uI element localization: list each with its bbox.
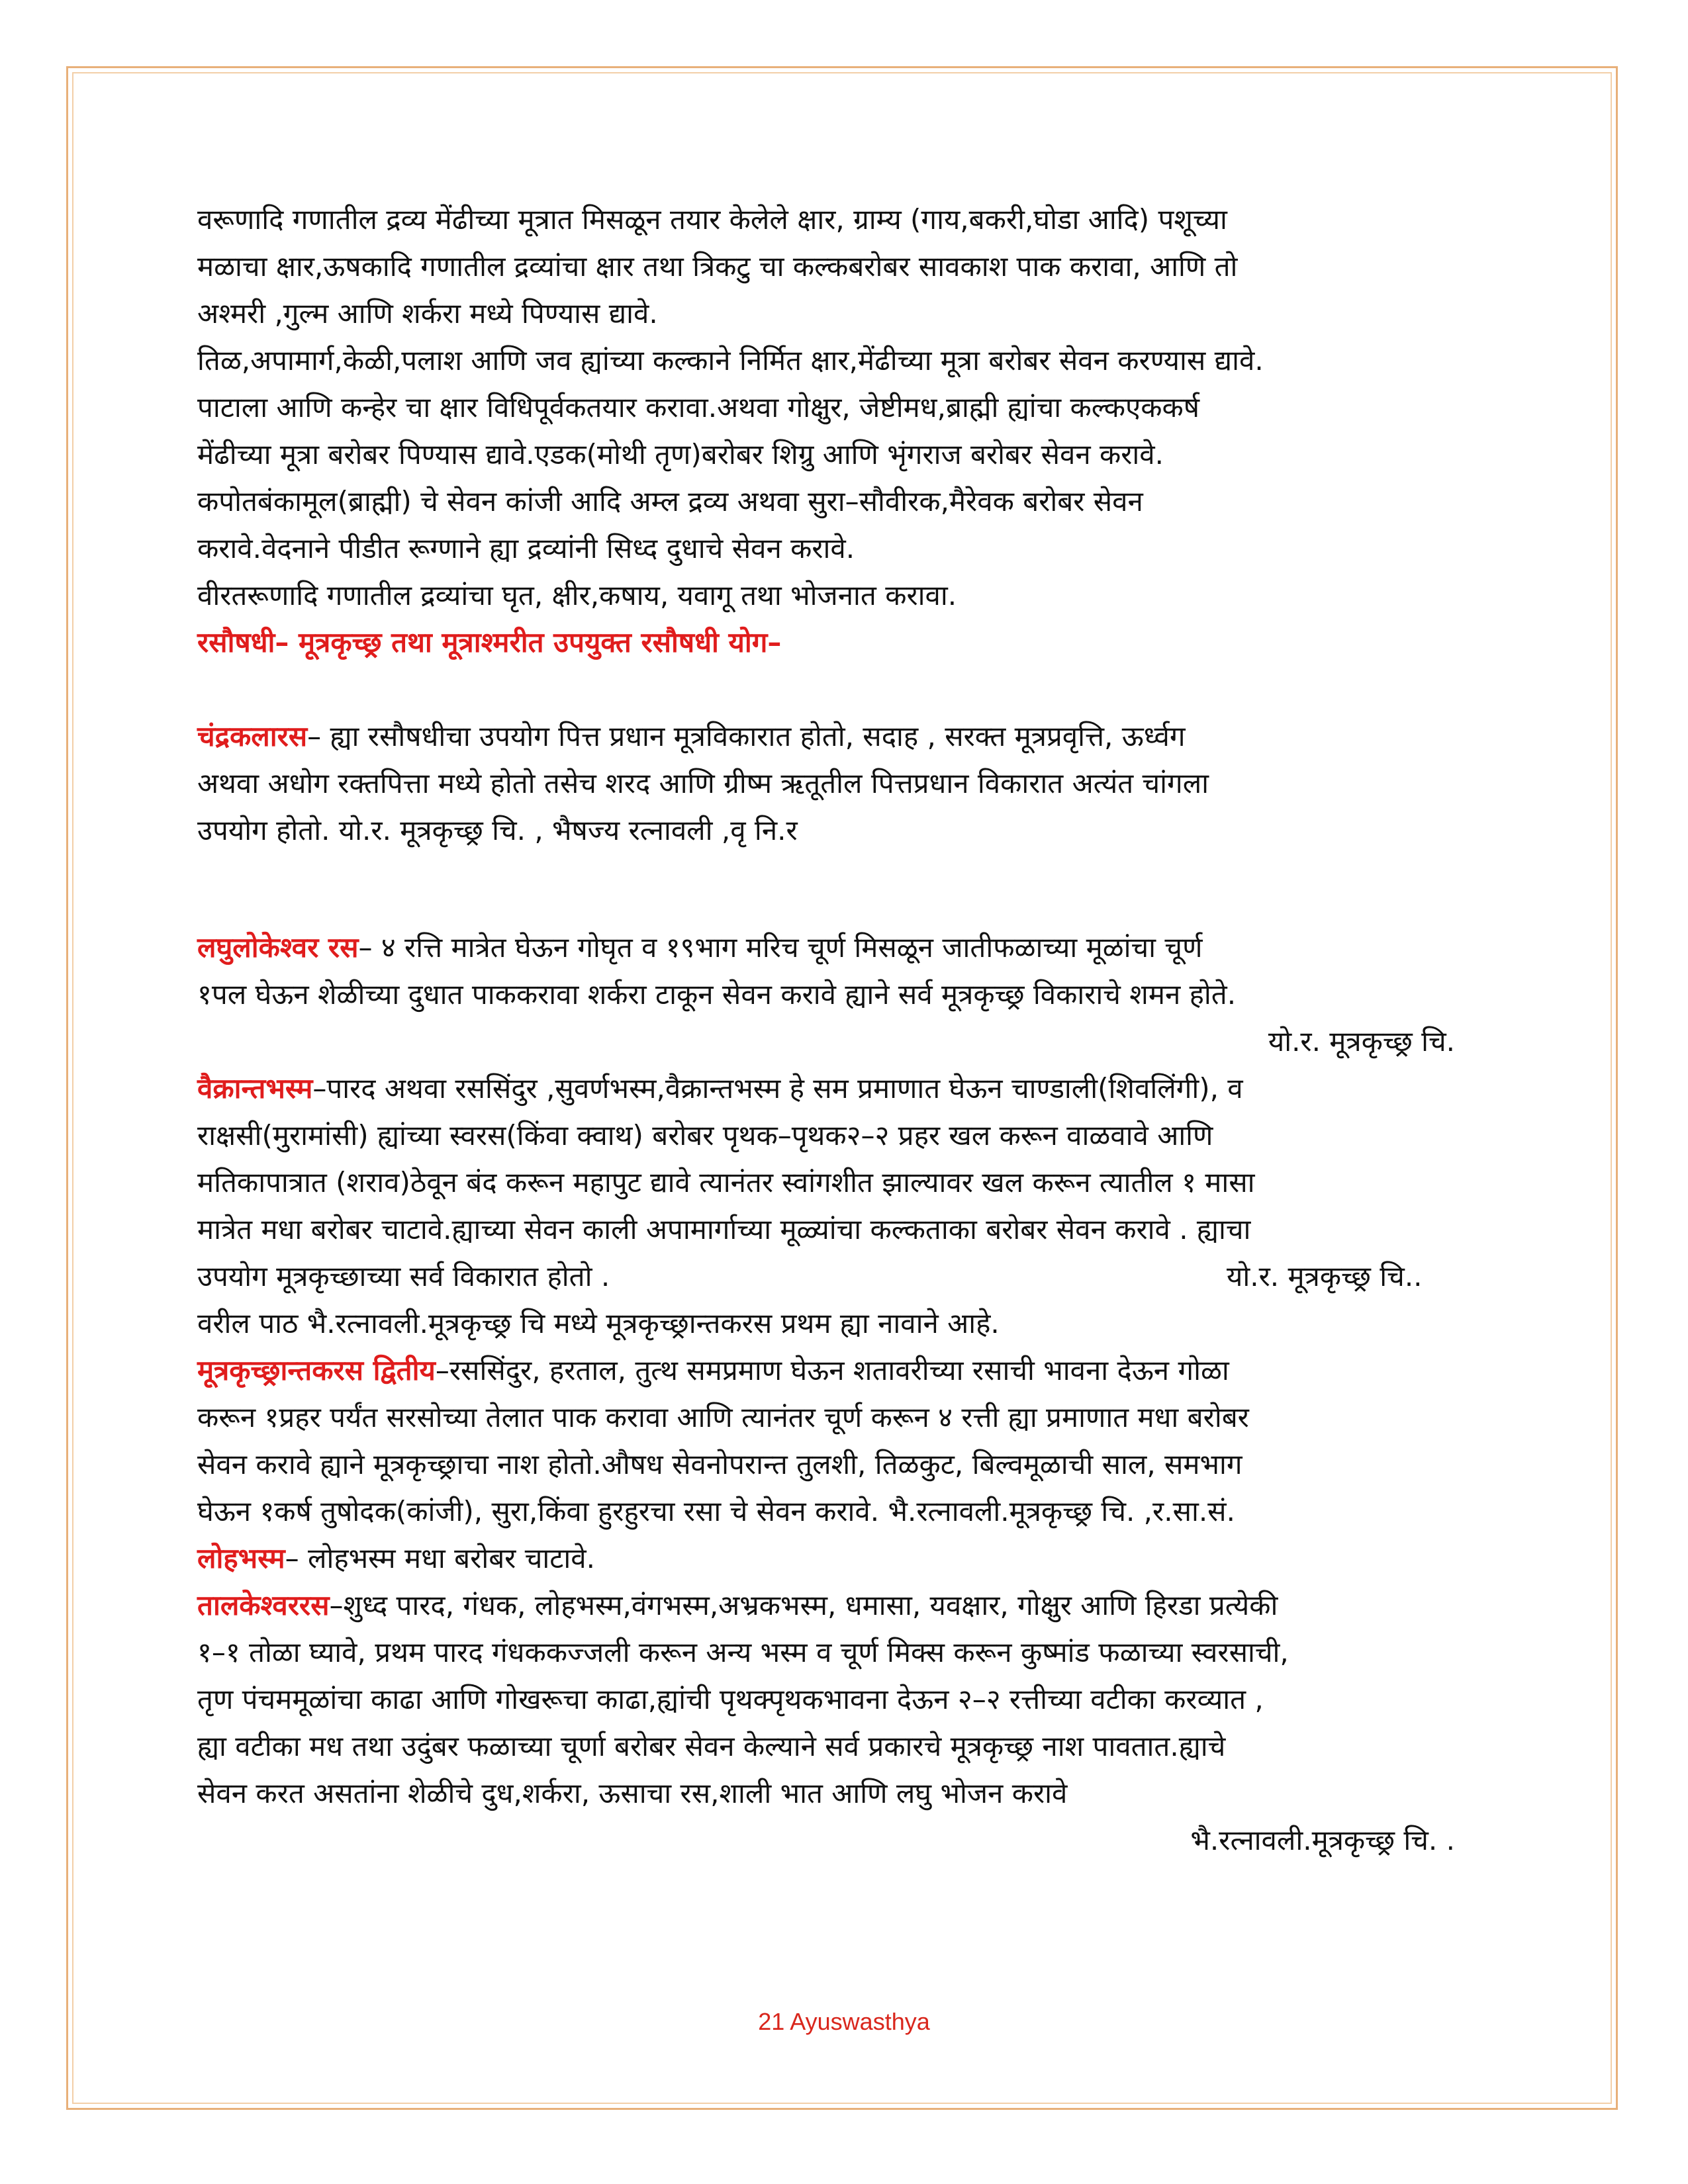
paragraph-line: अश्मरी ,गुल्म आणि शर्करा मध्ये पिण्यास द्यावे. bbox=[197, 297, 658, 330]
entry-text: – ४ रत्ति मात्रेत घेऊन गोघृत व १९भाग मरिच चूर्ण मिसळून जातीफळाच्या मूळांचा चूर्ण bbox=[358, 931, 1203, 964]
paragraph-line: अथवा अधोग रक्तपित्ता मध्ये होतो तसेच शरद आणि ग्रीष्म ऋतूतील पित्तप्रधान विकारात अत्यंत चांगला bbox=[197, 767, 1209, 799]
entry-text: –रससिंदुर, हरताल, तुत्थ समप्रमाण घेऊन शतावरीच्या रसाची भावना देऊन गोळा bbox=[435, 1354, 1229, 1387]
entry-title: मूत्रकृच्छ्रान्तकरस द्वितीय bbox=[197, 1354, 436, 1387]
paragraph-line: राक्षसी(मुरामांसी) ह्यांच्या स्वरस(किंवा क्वाथ) बरोबर पृथक–पृथक२–२ प्रहर खल करून वाळवावे आणि bbox=[197, 1119, 1213, 1152]
paragraph-line: घेऊन १कर्ष तुषोदक(कांजी), सुरा,किंवा हुरहुरचा रसा चे सेवन करावे. भै.रत्नावली.मूत्रकृच्छ्र चि. ,र.सा.सं. bbox=[197, 1495, 1235, 1527]
paragraph-line: मेंढीच्या मूत्रा बरोबर पिण्यास द्यावे.एडक(मोथी तृण)बरोबर शिग्रु आणि भृंगराज बरोबर सेवन करावे. bbox=[197, 438, 1164, 471]
paragraph-line: तिळ,अपामार्ग,केळी,पलाश आणि जव ह्यांच्या कल्काने निर्मित क्षार,मेंढीच्या मूत्रा बरोबर सेवन करण्यास द्यावे. bbox=[197, 344, 1264, 377]
paragraph-line: १–१ तोळा घ्यावे, प्रथम पारद गंधककज्जली करून अन्य भस्म व चूर्ण मिक्स करून कुष्मांड फळाच्या स्वरसाची, bbox=[197, 1636, 1289, 1668]
paragraph-line: मात्रेत मधा बरोबर चाटावे.ह्याच्या सेवन काली अपामार्गाच्या मूळ्यांचा कल्कताका बरोबर सेवन करावे . ह्याचा bbox=[197, 1213, 1251, 1246]
paragraph-line: पाटाला आणि कन्हेर चा क्षार विधिपूर्वकतयार करावा.अथवा गोक्षुर, जेष्टीमध,ब्राह्मी ह्यांचा कल्कएककर्ष bbox=[197, 391, 1199, 424]
entry-laghulokeshwar bbox=[197, 924, 1495, 971]
entry-title: चंद्रकलारस bbox=[197, 720, 308, 752]
entry-text: – ह्या रसौषधीचा उपयोग पित्त प्रधान मूत्रविकारात होतो, सदाह , सरक्त मूत्रप्रवृत्ति, ऊर्ध्वग bbox=[307, 720, 1186, 752]
paragraph-line: वरूणादि गणातील द्रव्य मेंढीच्या मूत्रात मिसळून तयार केलेले क्षार, ग्राम्य (गाय,बकरी,घोडा आदि) पशूच्या bbox=[197, 203, 1227, 236]
paragraph-line: मतिकापात्रात (शराव)ठेवून बंद करून महापुट द्यावे त्यानंतर स्वांगशीत झाल्यावर खल करून त्यातील १ मासा bbox=[197, 1166, 1255, 1199]
paragraph-line: वरील पाठ भै.रत्नावली.मूत्रकृच्छ्र चि मध्ये मूत्रकृच्छ्रान्तकरस प्रथम ह्या नावाने आहे. bbox=[197, 1307, 1000, 1340]
spacer bbox=[197, 666, 1495, 713]
entry-title: तालकेश्वररस bbox=[197, 1589, 330, 1621]
paragraph-line: ह्या वटीका मध तथा उदुंबर फळाच्या चूर्णा बरोबर सेवन केल्याने सर्व प्रकारचे मूत्रकृच्छ्र नाश पावतात.ह्याचे bbox=[197, 1730, 1226, 1762]
paragraph-line-with-ref bbox=[197, 1253, 1495, 1300]
entry-title: लघुलोकेश्वर रस bbox=[197, 931, 359, 964]
paragraph-line: सेवन करावे ह्याने मूत्रकृच्छ्राचा नाश होतो.औषध सेवनोपरान्त तुलशी, तिळकुट, बिल्वमूळाची साल, समभाग bbox=[197, 1448, 1243, 1480]
entry-text: – लोहभस्म मधा बरोबर चाटावे. bbox=[285, 1542, 595, 1574]
entry-title: वैक्रान्तभस्म bbox=[197, 1072, 313, 1105]
page-footer: 21 Ayuswasthya bbox=[758, 2008, 930, 2035]
entry-text: –पारद अथवा रससिंदुर ,सुवर्णभस्म,वैक्रान्तभस्म हे सम प्रमाणात घेऊन चाण्डाली(शिवलिंगी), व bbox=[312, 1072, 1243, 1105]
paragraph-line: तृण पंचममूळांचा काढा आणि गोखरूचा काढा,ह्यांची पृथक्पृथकभावना देऊन २–२ रत्तीच्या वटीका करव्यात , bbox=[197, 1683, 1264, 1715]
entry-title: लोहभस्म bbox=[197, 1542, 285, 1574]
paragraph-line: १पल घेऊन शेळीच्या दुधात पाककरावा शर्करा टाकून सेवन करावे ह्याने सर्व मूत्रकृच्छ्र विकाराचे शमन होते. bbox=[197, 978, 1237, 1011]
entry-mutrakrichhrantak bbox=[197, 1347, 1495, 1394]
entry-text: उपयोग मूत्रकृच्छाच्या सर्व विकारात होतो . bbox=[197, 1260, 610, 1293]
paragraph-line: सेवन करत असतांना शेळीचे दुध,शर्करा, ऊसाचा रस,शाली भात आणि लघु भोजन करावे bbox=[197, 1777, 1068, 1809]
spacer bbox=[197, 854, 1495, 924]
entry-text: –शुध्द पारद, गंधक, लोहभस्म,वंगभस्म,अभ्रकभस्म, धमासा, यवक्षार, गोक्षुर आणि हिरडा प्रत्येकी bbox=[329, 1589, 1278, 1621]
paragraph-line: उपयोग होतो. यो.र. मूत्रकृच्छ्र चि. , भैषज्य रत्नावली ,वृ नि.र bbox=[197, 814, 798, 846]
paragraph-line: करून १प्रहर पर्यंत सरसोच्या तेलात पाक करावा आणि त्यानंतर चूर्ण करून ४ रत्ती ह्या प्रमाणात मधा बरोबर bbox=[197, 1401, 1249, 1433]
paragraph-line: करावे.वेदनाने पीडीत रूग्णाने ह्या द्रव्यांनी सिध्द दुधाचे सेवन करावे. bbox=[197, 532, 855, 565]
entry-vaikrant bbox=[197, 1065, 1495, 1112]
entry-talkeshwar bbox=[197, 1582, 1495, 1629]
reference-text: भै.रत्नावली.मूत्रकृच्छ्र चि. . bbox=[1190, 1824, 1455, 1856]
entry-chandrakala bbox=[197, 713, 1495, 760]
entry-lohabhasma bbox=[197, 1535, 1495, 1582]
document-body bbox=[197, 196, 1495, 1864]
paragraph-line: कपोतबंकामूल(ब्राह्मी) चे सेवन कांजी आदि अम्ल द्रव्य अथवा सुरा–सौवीरक,मैरेवक बरोबर सेवन bbox=[197, 485, 1143, 518]
section-heading-rasaushadhi: रसौषधी– मूत्रकृच्छ्र तथा मूत्राश्मरीत उपयुक्त रसौषधी योग– bbox=[197, 626, 782, 659]
reference-text: यो.र. मूत्रकृच्छ्र चि.. bbox=[1227, 1260, 1423, 1293]
paragraph-line: मळाचा क्षार,ऊषकादि गणातील द्रव्यांचा क्षार तथा त्रिकटु चा कल्कबरोबर सावकाश पाक करावा, आणि तो bbox=[197, 250, 1238, 283]
reference-text: यो.र. मूत्रकृच्छ्र चि. bbox=[1268, 1025, 1455, 1058]
paragraph-line: वीरतरूणादि गणातील द्रव्यांचा घृत, क्षीर,कषाय, यवागू तथा भोजनात करावा. bbox=[197, 579, 957, 612]
